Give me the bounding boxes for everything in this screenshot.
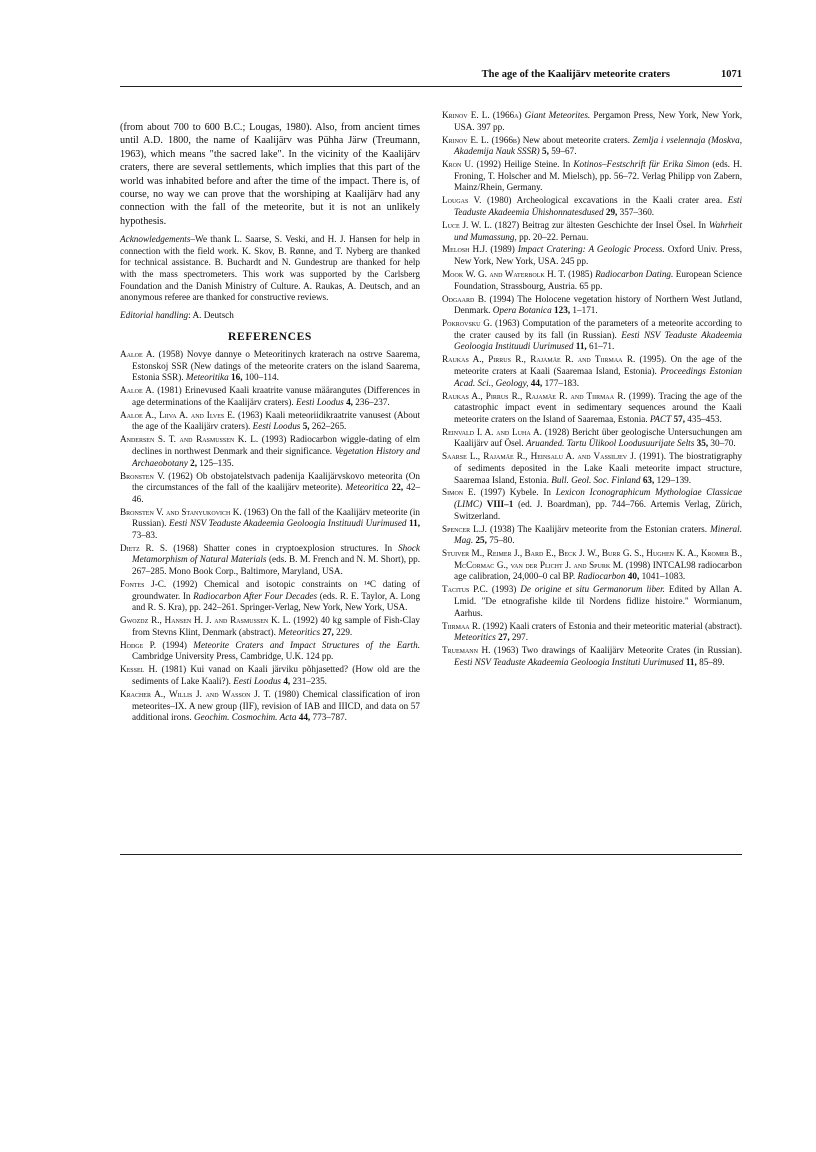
reference-author: Aaloe A. (1958)	[120, 349, 184, 359]
reference-entry	[442, 621, 742, 644]
reference-author: Fontes J-C. (1992)	[120, 579, 198, 590]
reference-pages: 297.	[511, 632, 528, 643]
reference-pages: 1–171.	[572, 305, 598, 316]
reference-author: Bronsten V. and Stanyukovich K. (1963)	[120, 506, 269, 517]
reference-pages: Cambridge University Press, Cambridge, U.K. 124 pp.	[132, 651, 334, 662]
reference-pages: Oxford Univ. Press, New York, New York, USA. 245 pp.	[454, 244, 743, 267]
reference-volume: 2,	[190, 457, 197, 468]
reference-author: Kessel H. (1981)	[120, 664, 187, 675]
reference-journal: Eesti Loodus	[252, 421, 301, 432]
reference-journal: Meteorite Craters and Impact Structures of the Earth.	[193, 639, 420, 650]
reference-entry	[120, 579, 420, 614]
reference-journal: Zemlja i vselennaja (Moskva, Akademija Nauk SSSR)	[454, 134, 742, 157]
reference-pages: European Science Foundation, Strassbourg, Austria. 65 pp.	[454, 269, 743, 291]
reference-pages: (ed. J. Boardman), pp. 744–766. Artemis Verlag, Zürich, Switzerland.	[454, 499, 742, 521]
reference-entry	[442, 110, 742, 133]
reference-title: On the fall of the Kaalijärv meteorite (in Russian).	[132, 506, 421, 529]
reference-title: INTCAL98 radiocarbon age calibration, 24,000–0 cal BP.	[454, 559, 743, 582]
reference-pages: 59–67.	[551, 146, 577, 157]
references-heading: REFERENCES	[228, 330, 312, 344]
reference-title: Chemical and isotopic constraints on ¹⁴C dating of groundwater. In	[132, 579, 421, 601]
reference-list-left	[120, 349, 420, 724]
reference-volume: 40,	[627, 571, 640, 582]
reference-entry	[120, 385, 420, 408]
reference-entry	[120, 471, 420, 506]
reference-journal: Kotinos–Festschrift für Erika Simon	[573, 159, 710, 170]
reference-volume: 5,	[302, 421, 310, 432]
reference-author: Spencer L.J. (1938)	[442, 523, 515, 534]
reference-volume: 63,	[642, 474, 655, 485]
reference-title: Kybele. In	[509, 487, 552, 498]
reference-title: Erinevused Kaali kraatrite vanuse määrangutes (Differences in age determinations of the Kaalijärv craters).	[132, 385, 421, 407]
reference-entry	[120, 615, 420, 638]
reference-pages: 1041–1083.	[641, 571, 686, 582]
reference-journal: Lexicon Iconographicum Mythologiae Classicae (LIMC)	[454, 487, 743, 510]
reference-entry	[442, 354, 742, 389]
reference-author: Odgaard B. (1994)	[442, 293, 515, 304]
reference-pages: 773–787.	[312, 712, 347, 723]
reference-journal: Geochim. Cosmochim. Acta	[194, 712, 297, 723]
reference-author: Hodge P. (1994)	[120, 639, 187, 650]
reference-title: Bericht über geologische Untersuchungen am Kaalijärv auf Ösel.	[454, 426, 743, 449]
reference-title: Shatter cones in cryptoexplosion structures. In	[203, 542, 393, 553]
reference-entry	[442, 269, 742, 292]
reference-volume: 27,	[498, 632, 510, 643]
reference-journal: Bull. Geol. Soc. Finland	[551, 474, 641, 485]
reference-title: The Holocene vegetation history of Northern West Jutland, Denmark.	[454, 293, 742, 316]
reference-author: Krinov E. L. (1966b)	[442, 134, 520, 145]
reference-pages: 236–237.	[355, 396, 390, 407]
reference-volume: 11,	[685, 656, 697, 667]
header-rule	[120, 86, 742, 87]
reference-pages: 100–114.	[244, 372, 279, 383]
reference-entry	[120, 640, 420, 663]
reference-entry	[120, 410, 420, 433]
reference-author: Saarse L., Rajamäe R., Heinsalu A. and Vassiljev J. (1991).	[442, 451, 667, 462]
reference-journal: Proceedings Estonian Acad. Sci., Geology,	[454, 365, 742, 388]
reference-entry	[120, 689, 420, 724]
reference-volume: 11,	[575, 341, 587, 352]
reference-entry	[442, 195, 742, 218]
reference-journal: Wahrheit und Mumassung,	[454, 219, 743, 242]
reference-entry	[120, 664, 420, 687]
reference-journal: Shock Metamorphism of Natural Materials	[132, 542, 421, 565]
reference-journal: Opera Botanica	[492, 305, 552, 316]
reference-journal: Eesti Loodus	[296, 396, 344, 407]
reference-title: Beitrag zur ältesten Geschichte der Insel Ösel. In	[522, 219, 706, 230]
reference-author: Lougas V. (1980)	[442, 195, 512, 206]
reference-pages: (eds. R. E. Taylor, A. Long and R. S. Kra), pp. 242–261. Springer-Verlag, New York, New York, USA.	[132, 590, 421, 613]
reference-volume: 35,	[696, 438, 709, 449]
reference-entry	[442, 645, 742, 668]
reference-journal: Eesti Loodus	[233, 675, 282, 686]
reference-pages: 262–265.	[311, 421, 347, 432]
reference-journal: Eesti NSV Teaduste Akadeemia Geoloogia Instituudi Uurimused	[454, 329, 742, 352]
reference-author: Aaloe A., Liiva A. and Ilves E. (1963)	[120, 409, 263, 420]
reference-volume: 29,	[605, 206, 618, 217]
reference-volume: 22,	[391, 482, 404, 493]
acknowledgements-label: Acknowledgements	[120, 234, 191, 245]
left-column	[120, 121, 420, 725]
body-paragraph: (from about 700 to 600 B.C.; Lougas, 1980). Also, from ancient times until A.D. 1800, the name of Kaalijärv was Pühha Järw (Treumann, 1963), which means "the sacred lake". In the vicinity of the Kaalijärv craters, there are several settlements, which implies that this part of the world was inhabited before and after the time of the impact. There is, of course, no way we can prove that the worshiping at Kaalijärv had any connection with the fall of the meteorite, but it is not an unlikely hypothesis.	[120, 122, 420, 227]
reference-entry	[442, 294, 742, 317]
reference-title: 40 kg sample of Fish-Clay from Stevns Klint, Denmark (abstract).	[132, 615, 421, 637]
reference-title: Computation of the parameters of a meteorite according to the crater caused by its fall (in Russian).	[454, 318, 743, 340]
reference-entry	[442, 524, 742, 547]
reference-journal: Meteoritics	[278, 626, 321, 637]
reference-author: Melosh H.J. (1989)	[442, 244, 515, 255]
reference-journal: De origine et situ Germanorum liber.	[520, 584, 665, 595]
reference-pages: 177–183.	[544, 377, 580, 388]
reference-pages: Edited by Allan A. Lmid. "De etnografishe kilde til Nordens fidlize histoire." Wormianum, Aarhus.	[454, 584, 743, 618]
reference-pages: 435–453.	[687, 413, 722, 424]
reference-author: Pokrovsku G. (1963)	[442, 318, 520, 329]
reference-title: The Kaalijärv meteorite from the Estonian craters.	[517, 523, 708, 534]
reference-volume: 123,	[554, 305, 571, 316]
reference-pages: (eds. H. Froning, T. Holscher and M. Mielsch), pp. 56–72. Verlag Philipp von Zabern, Mainz/Rhein, Germany.	[454, 159, 742, 193]
reference-entry	[120, 349, 420, 384]
reference-pages: Pergamon Press, New York, New York, USA. 397 pp.	[454, 110, 743, 132]
editorial-text: : A. Deutsch	[188, 309, 234, 320]
reference-journal: Mineral. Mag.	[454, 523, 743, 546]
reference-entry	[442, 391, 742, 426]
reference-title: The biostratigraphy of sediments deposited in the Lake Kaali meteorite impact structure, Saaremaa Island, Estonia.	[454, 451, 742, 485]
editorial-handling	[120, 310, 420, 322]
reference-pages: 229.	[336, 626, 353, 637]
footer-rule	[120, 854, 742, 855]
reference-journal: Impact Cratering: A Geologic Process.	[517, 244, 665, 255]
reference-entry	[442, 135, 742, 158]
reference-title: Ob obstojatelstvach padenija Kaalijärvskovo meteorita (On the circumstances of the fall of the kaalijärv meteorite).	[132, 470, 421, 493]
reference-title: Kaali meteoriidikraatrite vanusest (About the age of the Kaalijärv craters).	[132, 409, 420, 432]
reference-entry	[442, 487, 742, 522]
reference-journal: Meteoritika	[185, 372, 229, 383]
reference-volume: 44,	[530, 377, 543, 388]
reference-volume: 16,	[231, 372, 243, 383]
running-title: The age of the Kaalijärv meteorite craters	[481, 69, 670, 80]
reference-pages: pp. 20–22. Pernau.	[519, 231, 589, 242]
reference-pages: 85–89.	[699, 656, 725, 667]
reference-author: Kron U. (1992)	[442, 159, 501, 170]
reference-pages: 42–46.	[132, 482, 421, 504]
reference-author: Raukas A., Pirrus R., Rajamäe R. and Tiirmaa R. (1995).	[442, 354, 667, 365]
reference-entry	[120, 507, 420, 542]
reference-author: Reinvald I. A. and Luha A. (1928)	[442, 426, 570, 437]
page-number: 1071	[721, 69, 742, 80]
reference-entry	[120, 543, 420, 578]
reference-pages: 75–80.	[489, 535, 515, 546]
acknowledgements-text: –We thank L. Saarse, S. Veski, and H. J. Hansen for help in connection with the field work. K. Skov, B. Rønne, and T. Nyberg are thanked for technical assistance. B. Buchardt and N. Gundestrup are thanked for help with the mass spectrometers. This work was supported by the Carlsberg Foundation and the Danish Ministry of Culture. A. Raukas, A. Deutsch, and an anonymous referee are thanked for constructive reviews.	[120, 234, 420, 303]
reference-journal: Meteoritics	[454, 632, 496, 643]
reference-pages: 231–235.	[292, 675, 327, 686]
reference-volume: 44,	[298, 712, 311, 723]
reference-pages: 30–70.	[710, 438, 736, 449]
reference-journal: Meteoritica	[345, 482, 389, 493]
reference-author: Raukas A., Pirrus R., Rajamäe R. and Tiirmaa R. (1999).	[442, 390, 656, 401]
reference-entry	[442, 427, 742, 450]
reference-title: Heilige Steine. In	[504, 159, 571, 170]
acknowledgements	[120, 234, 420, 304]
reference-author: Luce J. W. L. (1827)	[442, 219, 520, 230]
reference-title: Chemical classification of iron meteorites–IX. A new group (IIF), revision of IAB and IIICD, and data on 57 additional irons.	[132, 688, 420, 723]
reference-list-right	[442, 110, 742, 668]
reference-title: Two drawings of Kaalijärv Meteorite Crates (in Russian).	[521, 645, 742, 656]
reference-volume: 27,	[322, 626, 334, 637]
reference-author: Kracher A., Willis J. and Wasson J. T. (1980)	[120, 688, 300, 699]
reference-author: Mook W. G. and Waterbolk H. T. (1985)	[442, 269, 593, 280]
reference-title: Archeological excavations in the Kaali crater area.	[516, 195, 723, 206]
reference-volume: VIII–1	[486, 499, 514, 510]
reference-author: Aaloe A. (1981)	[120, 385, 182, 396]
right-column	[442, 110, 742, 670]
reference-entry	[442, 244, 742, 267]
reference-title: Novye dannye o Meteoritinych kraterach na ostrve Saarema, Estonskoj SSR (New datings of the meteorite craters on the island Saarema, Estonia SSR).	[132, 349, 420, 383]
reference-volume: 5,	[542, 146, 549, 157]
reference-pages: 357–360.	[619, 206, 655, 217]
reference-entry	[120, 434, 420, 469]
reference-entry	[442, 220, 742, 243]
reference-title: New about meteorite craters.	[522, 134, 630, 145]
reference-volume: 11,	[409, 518, 421, 529]
reference-title: Tracing the age of the catastrophic impact event in sedimentary sequences around the Kaali meteorite craters on the Island of Saaremaa, Estonia.	[454, 390, 742, 424]
reference-journal: Giant Meteorites.	[524, 110, 591, 120]
reference-journal: Aruanded. Tartu Ülikool Loodusuurijate Selts	[525, 438, 695, 449]
reference-pages: 61–71.	[589, 341, 615, 352]
reference-volume: 4,	[283, 675, 291, 686]
reference-title: Radiocarbon wiggle-dating of elm declines in northwest Denmark and their significance.	[132, 434, 420, 456]
reference-journal: Radiocarbon Dating.	[595, 269, 674, 280]
reference-volume: 25,	[475, 535, 487, 546]
reference-pages: (eds. B. M. French and N. M. Short), pp. 267–285. Mono Book Corp., Baltimore, Maryland, USA.	[132, 554, 421, 577]
reference-author: Stuiver M., Reimer J., Bard E., Beck J. W., Burr G. S., Hughen K. A., Kromer B., McCormac G., van der Plicht J. and Spurk M. (1998)	[442, 548, 742, 570]
reference-author: Tiirmaa R. (1992)	[442, 620, 508, 631]
reference-journal: Eesti NSV Teaduste Akadeemia Geoloogia Instituudi Uurimused	[168, 518, 407, 529]
reference-pages: 73–83.	[132, 529, 158, 540]
reference-journal: Esti Teaduste Akadeemia Ühishonnatesdused	[454, 195, 743, 217]
reference-author: Krinov E. L. (1966a)	[442, 110, 522, 120]
reference-entry	[442, 584, 742, 619]
reference-entry	[442, 318, 742, 353]
reference-journal: Vegetation History and Archaeobotany	[132, 445, 421, 468]
reference-volume: 4,	[346, 396, 353, 407]
reference-title: Kui vanad on Kaali järviku põhjasetted? (How old are the sediments of Lake Kaali?).	[132, 664, 420, 686]
reference-author: Tacitus P.C. (1993)	[442, 584, 517, 595]
editorial-label: Editorial handling	[120, 309, 189, 320]
reference-author: Gwozdz R., Hansen H. J. and Rasmussen K. L. (1992)	[120, 615, 318, 626]
reference-entry	[442, 451, 742, 486]
reference-author: Andersen S. T. and Rasmussen K. L. (1993)	[120, 434, 287, 445]
reference-title: On the age of the meteorite craters at Kaali (Saaremaa Island, Estonia).	[454, 354, 742, 376]
reference-journal: Radiocarbon	[577, 571, 626, 582]
reference-entry	[442, 548, 742, 583]
reference-author: Dietz R. S. (1968)	[120, 542, 198, 553]
reference-title: Kaali craters of Estonia and their meteoritic material (abstract).	[509, 620, 743, 631]
reference-pages: 125–135.	[199, 457, 234, 468]
reference-pages: 129–139.	[656, 474, 692, 485]
reference-entry	[442, 159, 742, 194]
reference-author: Simon E. (1997)	[442, 487, 506, 498]
reference-author: Bronsten V. (1962)	[120, 470, 193, 481]
reference-journal: Eesti NSV Teaduste Akadeemia Geoloogia Instituti Uurimused	[454, 656, 684, 667]
reference-volume: 57,	[673, 413, 685, 424]
reference-author: Truemann H. (1963)	[442, 645, 519, 656]
reference-journal: PACT	[649, 413, 672, 424]
reference-journal: Radiocarbon After Four Decades	[193, 590, 318, 601]
